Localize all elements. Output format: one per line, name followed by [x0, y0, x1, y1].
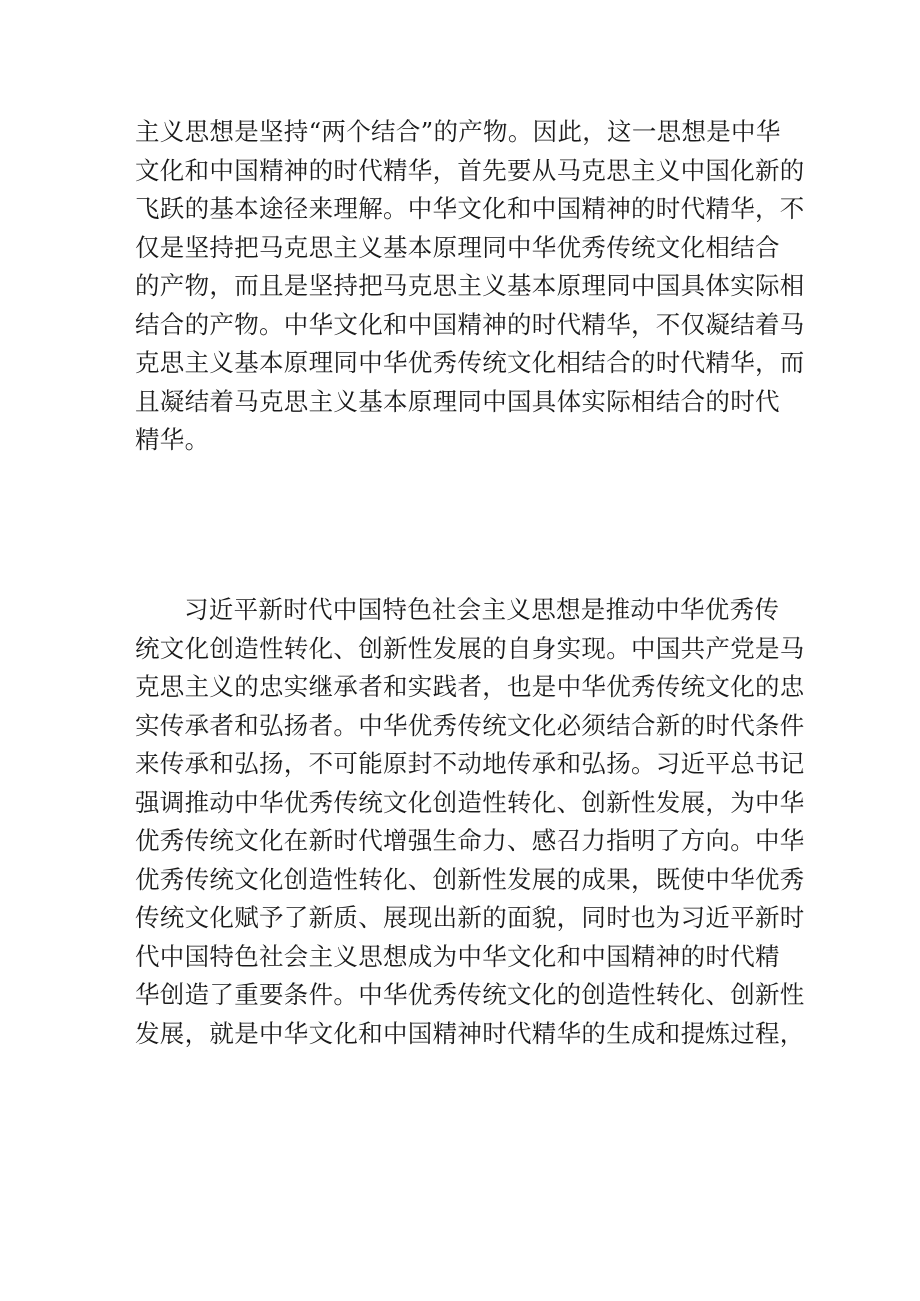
paragraph-1 [135, 113, 805, 460]
paragraph-2 [135, 591, 805, 1053]
text-line: 的产物，而且是坚持把马克思主义基本原理同中国具体实际相 [135, 271, 805, 300]
text-line: 且凝结着马克思主义基本原理同中国具体实际相结合的时代 [135, 386, 780, 416]
text-line: 仅是坚持把马克思主义基本原理同中华优秀传统文化相结合 [135, 232, 780, 262]
text-line: 习近平新时代中国特色社会主义思想是推动中华优秀传 [184, 595, 780, 624]
text-line: 强调推动中华优秀传统文化创造性转化、创新性发展，为中华 [135, 787, 805, 817]
text-line: 优秀传统文化创造性转化、创新性发展的成果，既使中华优秀 [135, 864, 805, 894]
text-line: 克思主义的忠实继承者和实践者，也是中华优秀传统文化的忠 [135, 672, 805, 701]
text-line: 克思主义基本原理同中华优秀传统文化相结合的时代精华，而 [135, 348, 805, 377]
text-line: 主义思想是坚持“两个结合”的产物。因此，这一思想是中华 [135, 117, 781, 146]
text-line: 来传承和弘扬，不可能原封不动地传承和弘扬。习近平总书记 [135, 749, 805, 778]
text-line: 精华。 [135, 425, 210, 454]
text-line: 统文化创造性转化、创新性发展的自身实现。中国共产党是马 [135, 633, 805, 663]
text-line: 结合的产物。中华文化和中国精神的时代精华，不仅凝结着马 [135, 309, 805, 339]
text-line: 文化和中国精神的时代精华，首先要从马克思主义中国化新的 [135, 155, 805, 185]
text-line: 代中国特色社会主义思想成为中华文化和中国精神的时代精 [135, 941, 780, 971]
text-line: 传统文化赋予了新质、展现出新的面貌，同时也为习近平新时 [135, 903, 805, 932]
text-line: 优秀传统文化在新时代增强生命力、感召力指明了方向。中华 [135, 826, 805, 855]
text-line: 发展，就是中华文化和中国精神时代精华的生成和提炼过程， [135, 1018, 805, 1048]
text-line: 实传承者和弘扬者。中华优秀传统文化必须结合新的时代条件 [135, 710, 805, 740]
text-line: 华创造了重要条件。中华优秀传统文化的创造性转化、创新性 [135, 980, 805, 1009]
text-line: 飞跃的基本途径来理解。中华文化和中国精神的时代精华，不 [135, 194, 805, 223]
